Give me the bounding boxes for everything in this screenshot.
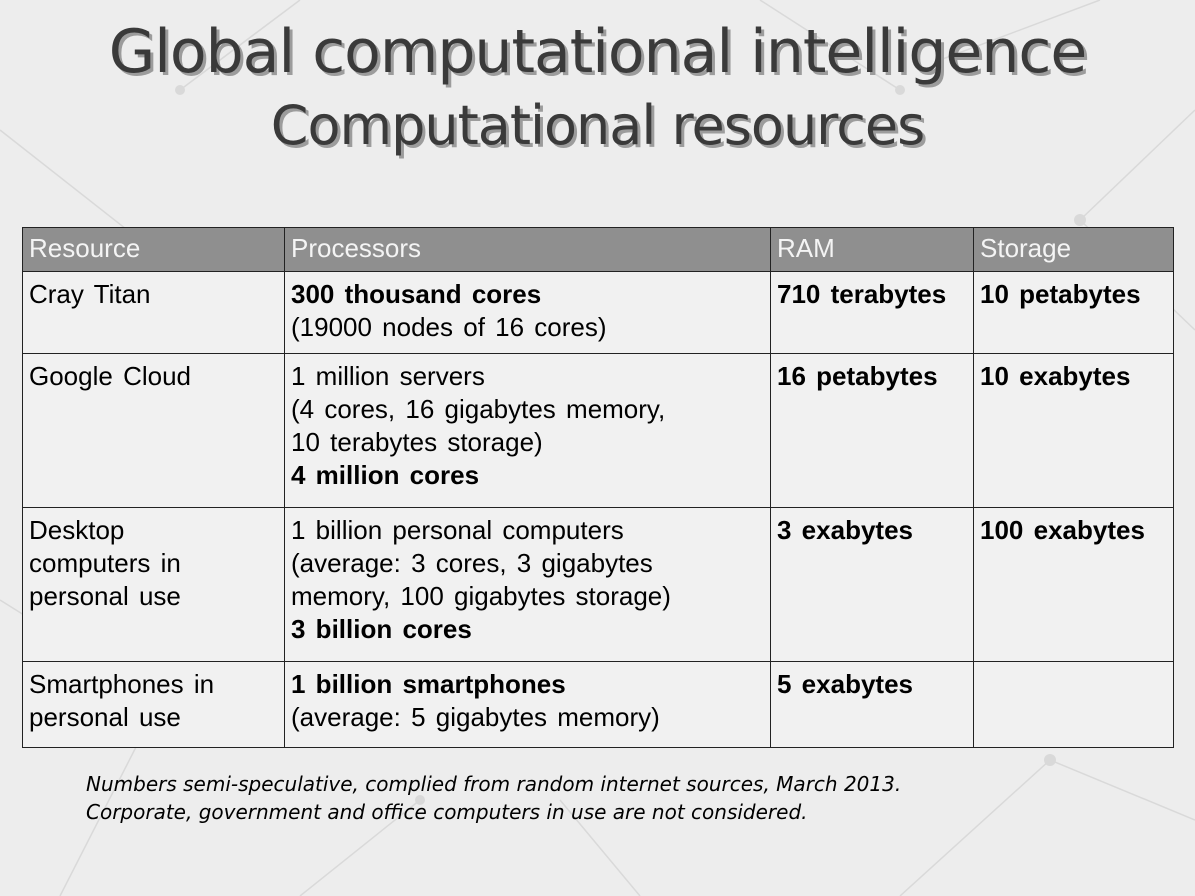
ram-cell <box>771 662 974 748</box>
table-row <box>23 508 1174 662</box>
ram-text: 3 exabytes <box>777 515 913 545</box>
processors-text: 300 thousand cores <box>291 279 542 309</box>
table-row <box>23 354 1174 508</box>
processors-text: 1 million servers <box>291 361 485 391</box>
header-ram: RAM <box>771 228 974 272</box>
processors-text: (average: 3 cores, 3 gigabytes <box>291 548 653 578</box>
resource-text: computers in <box>29 548 181 578</box>
resource-text: Google Cloud <box>29 361 191 391</box>
processors-text: 1 billion personal computers <box>291 515 624 545</box>
resources-table <box>22 227 1174 748</box>
ram-text: 710 terabytes <box>777 279 947 309</box>
storage-text: 10 exabytes <box>980 361 1131 391</box>
processors-text: 4 million cores <box>291 460 480 490</box>
header-storage: Storage <box>974 228 1174 272</box>
resource-text: Cray Titan <box>29 279 151 309</box>
storage-text: 10 petabytes <box>980 279 1141 309</box>
resource-text: Desktop <box>29 515 125 545</box>
table-header-row <box>23 228 1174 272</box>
slide-title <box>0 14 1195 162</box>
processors-text: (average: 5 gigabytes memory) <box>291 702 660 732</box>
resource-text: personal use <box>29 581 181 611</box>
processors-text: 3 billion cores <box>291 614 472 644</box>
ram-cell <box>771 272 974 354</box>
processors-cell <box>285 662 771 748</box>
resource-cell <box>23 354 285 508</box>
title-line-1: Global computational intelligence <box>108 17 1087 87</box>
title-line-2: Computational resources <box>270 94 925 157</box>
footnote-line-1: Numbers semi-speculative, complied from random internet sources, March 2013. <box>86 772 902 796</box>
processors-text: memory, 100 gigabytes storage) <box>291 581 671 611</box>
resource-text: personal use <box>29 702 181 732</box>
resource-text: Smartphones in <box>29 669 215 699</box>
ram-cell <box>771 354 974 508</box>
processors-cell <box>285 272 771 354</box>
processors-text: 1 billion smartphones <box>291 669 566 699</box>
footnote-line-2: Corporate, government and office computers in use are not considered. <box>86 800 808 824</box>
resource-cell <box>23 508 285 662</box>
storage-text: 100 exabytes <box>980 515 1145 545</box>
resource-cell <box>23 662 285 748</box>
processors-text: (19000 nodes of 16 cores) <box>291 312 607 342</box>
header-resource: Resource <box>23 228 285 272</box>
storage-cell <box>974 662 1174 748</box>
processors-cell <box>285 354 771 508</box>
processors-text: (4 cores, 16 gigabytes memory, <box>291 394 666 424</box>
header-processors: Processors <box>285 228 771 272</box>
table-row <box>23 272 1174 354</box>
storage-cell <box>974 354 1174 508</box>
storage-cell <box>974 508 1174 662</box>
resource-cell <box>23 272 285 354</box>
ram-cell <box>771 508 974 662</box>
footnote <box>86 770 901 826</box>
table-row <box>23 662 1174 748</box>
processors-text: 10 terabytes storage) <box>291 427 543 457</box>
processors-cell <box>285 508 771 662</box>
ram-text: 16 petabytes <box>777 361 938 391</box>
ram-text: 5 exabytes <box>777 669 913 699</box>
storage-cell <box>974 272 1174 354</box>
